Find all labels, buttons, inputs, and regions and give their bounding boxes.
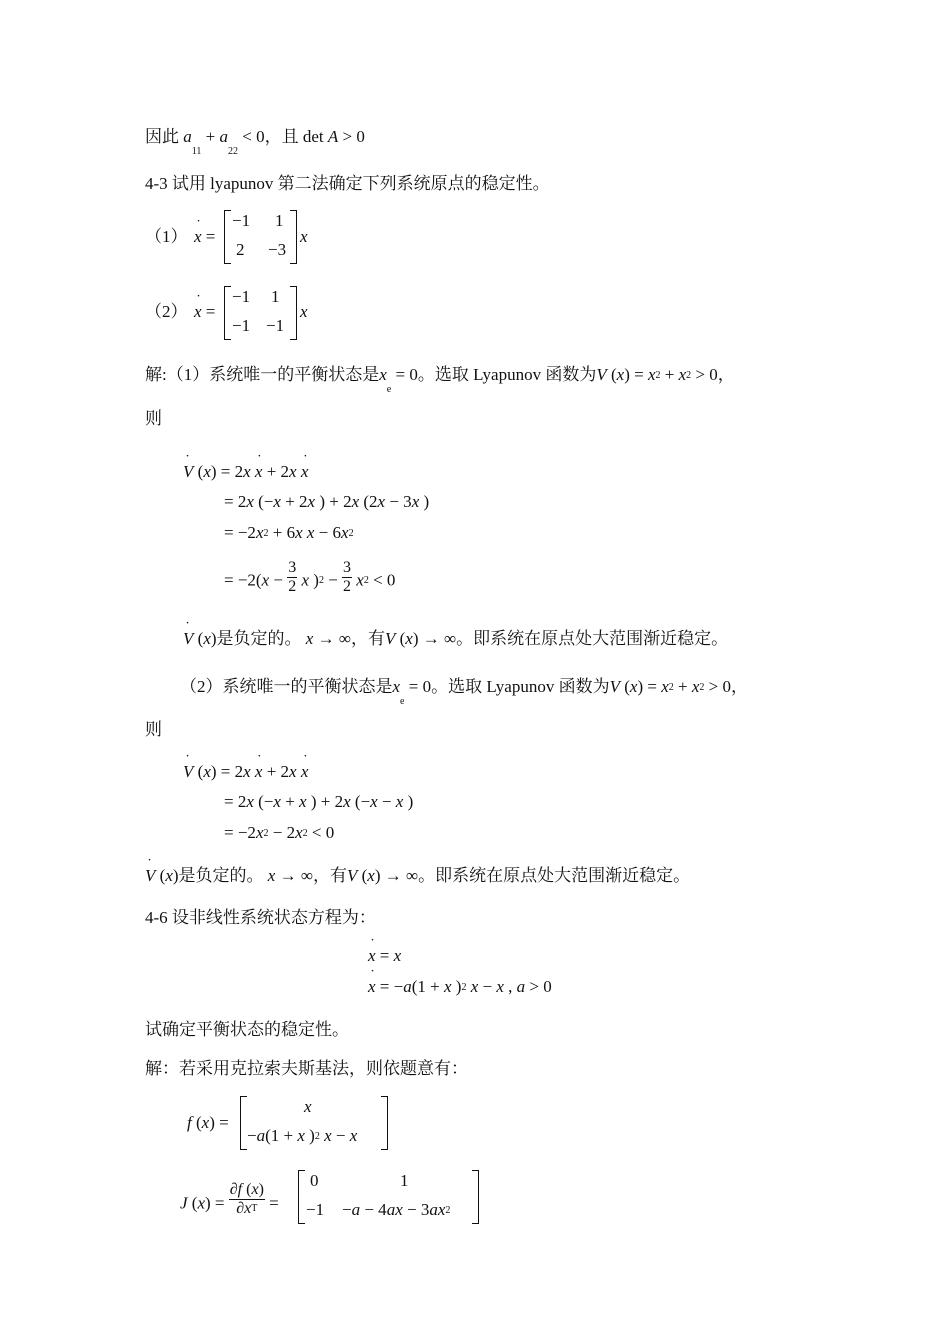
sys2-lhs: ˙ x =	[194, 301, 215, 323]
vd1-line2: = 2x (−x + 2x ) + 2x (2x − 3x )	[224, 492, 430, 511]
then-1: 则	[145, 409, 162, 428]
f-row2: −a(1 + x )2 x − x	[247, 1126, 358, 1145]
sol-46: 解：若采用克拉索夫斯基法，则依题意有：	[145, 1059, 468, 1078]
state-eq2: ˙ x = −a(1 + x )2 x − x , a > 0	[368, 976, 552, 1001]
sys2-m11: −1	[232, 287, 251, 306]
sol1-mid: 。选取 Lyapunov 函数为	[417, 365, 597, 384]
f-label: f (x) =	[187, 1113, 229, 1132]
sys1-m21: 2	[236, 240, 245, 259]
sys1-m11: −1	[232, 211, 251, 230]
problem-46-title: 4-6 设非线性系统状态方程为：	[145, 908, 376, 927]
sys1-lhs: ˙ x =	[194, 226, 215, 248]
j-m22: −a − 4ax − 3ax2	[342, 1200, 451, 1219]
sys2-m21: −1	[232, 316, 251, 335]
sys1-m12: 1	[275, 211, 284, 230]
vd1-line3: = −2x2 + 6x x − 6x2	[224, 523, 354, 542]
intro-text: 因此	[145, 127, 179, 146]
concl2: ˙ V (x)是负定的。 x → ∞，有V (x) → ∞。即系统在原点处大范围渐近稳定。	[145, 865, 690, 887]
concl1-c: 。即系统在原点处大范围渐近稳定。	[456, 629, 729, 648]
sys1-x: x	[300, 227, 308, 246]
intro-and: ，且	[264, 127, 299, 146]
sys2-label: （2）	[145, 302, 188, 321]
sys2-x: x	[300, 302, 308, 321]
problem-43-title: 4-3 试用 lyapunov 第二法确定下列系统原点的稳定性。	[145, 174, 550, 193]
sys2-m22: −1	[266, 316, 285, 335]
sol2-prefix: （2）系统唯一的平衡状态是	[180, 677, 393, 696]
f-bracket-left	[240, 1096, 247, 1150]
j-m12: 1	[400, 1171, 409, 1190]
vd2-line3: = −2x2 − 2x2 < 0	[224, 823, 335, 842]
concl1-a: 是负定的。	[216, 629, 302, 648]
intro-cond-gt: > 0	[342, 127, 365, 146]
matrix-a: A	[327, 127, 339, 146]
vd1-line4: = −2(x − $\frac{3}{2}$ x )2 − $\frac{3}{2}$ x2 < 0	[224, 559, 396, 595]
sol1-line: 解:（1）系统唯一的平衡状态是$x_e = 0$。选取 Lyapunov 函数为V (x) = x2 + x2 > 0，	[145, 365, 735, 395]
j-m21: −1	[306, 1200, 325, 1219]
vd1-line1: ˙ V (x) = 2x ˙ x + 2x ˙ x	[183, 461, 308, 483]
j-m11: 0	[310, 1171, 319, 1190]
f-bracket-right	[381, 1096, 388, 1150]
sol2-line: （2）系统唯一的平衡状态是$x_e = 0$。选取 Lyapunov 函数为V (x) = x2 + x2 > 0，	[180, 677, 748, 707]
sol1-end: ，	[717, 365, 735, 384]
concl2-a: 是负定的。	[178, 866, 264, 885]
sol2-mid: 。选取 Lyapunov 函数为	[431, 677, 610, 696]
j-bracket-left	[298, 1170, 305, 1224]
j-bracket-right	[472, 1170, 479, 1224]
vd2-line2: = 2x (−x + x ) + 2x (−x − x )	[224, 792, 414, 811]
task-line: 试确定平衡状态的稳定性。	[145, 1020, 349, 1039]
j-label: J (x) = $\frac{\partial f (x)}{\partial xT}$ =	[180, 1181, 279, 1217]
sys1-m22: −3	[268, 240, 287, 259]
concl2-c: 。即系统在原点处大范围渐近稳定。	[418, 866, 691, 885]
intro-line: 因此 $a_{11} + a_{22} < 0$，且 det A > 0	[145, 127, 365, 157]
sys1-label: （1）	[145, 227, 188, 246]
vd2-line1: ˙ V (x) = 2x ˙ x + 2x ˙ x	[183, 761, 308, 783]
concl1: ˙ V (x)是负定的。 x → ∞，有V (x) → ∞。即系统在原点处大范围渐近稳定。	[183, 628, 728, 650]
sys2-m12: 1	[271, 287, 280, 306]
intro-cond-lt: < 0	[242, 127, 265, 146]
det-label: det	[302, 127, 324, 146]
then-2: 则	[145, 720, 162, 739]
sol2-end: ，	[730, 677, 748, 696]
sol1-prefix: 解:（1）系统唯一的平衡状态是	[145, 365, 380, 384]
state-eq1: ˙ x = x	[368, 945, 401, 967]
concl2-b: ，有	[312, 866, 347, 885]
concl1-b: ，有	[350, 629, 385, 648]
f-row1: x	[304, 1097, 312, 1116]
